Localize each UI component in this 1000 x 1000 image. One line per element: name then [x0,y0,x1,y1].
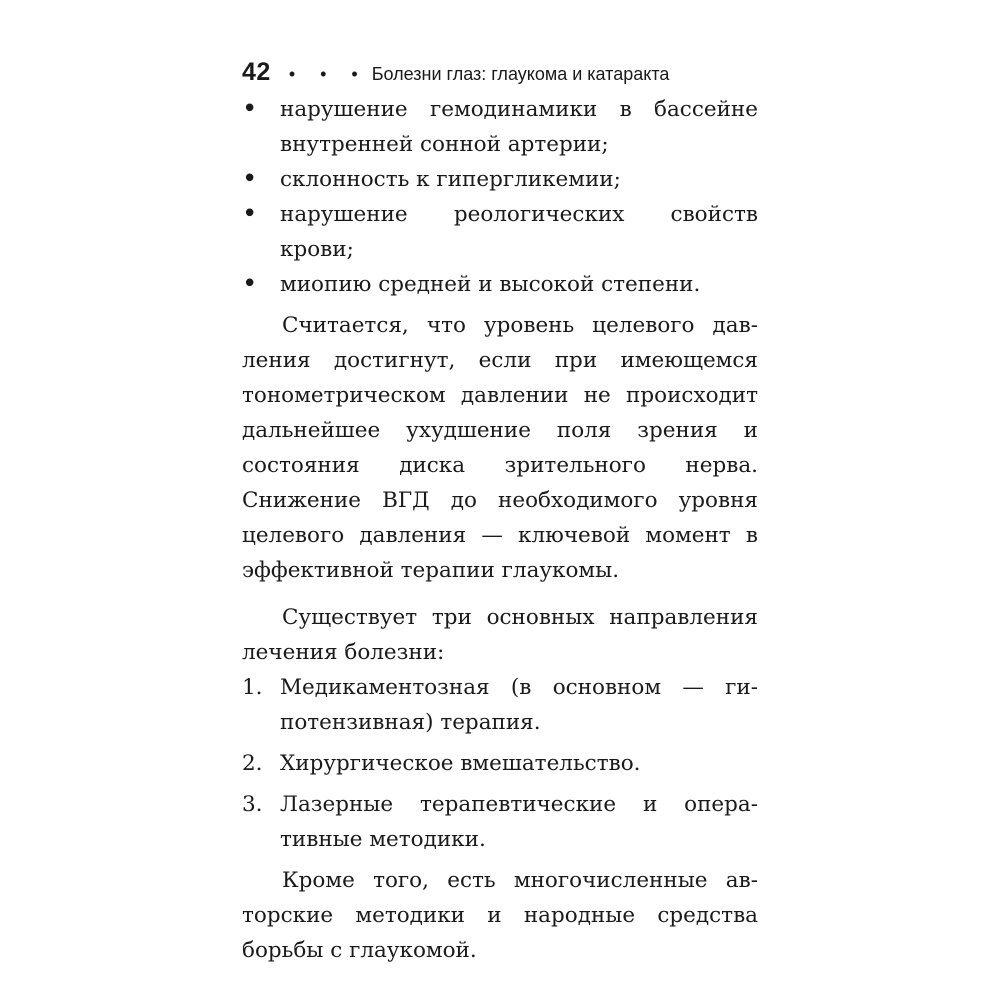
page-number: 42 [242,58,271,86]
bullet-icon: • [242,164,258,194]
item-text: Медикаментозная (в основном — гипотензивная) терапия. [280,675,758,735]
page-body [242,92,758,968]
bullet-item [242,267,758,302]
running-head [242,58,758,88]
item-text: Хирургическое вмешательство. [280,751,641,776]
book-page [242,58,758,968]
numbered-item [242,746,758,781]
numbered-item [242,787,758,857]
bullet-item [242,162,758,197]
numbered-list [242,670,758,857]
paragraph-other-methods: Кроме того, есть многочисленные авторские методики и народные средства борьбы с глаукомой. [242,868,758,963]
numbered-item [242,670,758,740]
bullet-text: нарушение реологических свойств крови; [280,202,758,262]
header-dots: • • • [288,64,368,84]
bullet-icon: • [242,269,258,299]
item-number: 3. [242,792,263,817]
item-number: 2. [242,751,263,776]
paragraph-target-pressure: Считается, что уровень целевого давления достигнут, если при имеющемся тонометрическом давлении не происходит дальнейшее ухудшение поля зрения и состояния диска зрительного нерва. Снижение ВГД до необходимого уровня целевого давления — ключевой момент в эффективной терапии глаукомы. [242,313,758,583]
book-title: Болезни глаз: глаукома и катаракта [371,64,670,84]
bullet-icon: • [242,199,258,229]
paragraph-treatment-directions: Существует три основных направления лечения болезни: [242,605,758,665]
item-number: 1. [242,675,263,700]
bullet-list [242,92,758,302]
bullet-text: нарушение гемодинамики в бассейне внутренней сонной артерии; [280,97,758,157]
bullet-item [242,92,758,162]
bullet-text: миопию средней и высокой степени. [280,272,701,297]
item-text: Лазерные терапевтические и оперативные методики. [280,792,758,852]
bullet-item [242,197,758,267]
bullet-icon: • [242,94,258,124]
bullet-text: склонность к гипергликемии; [280,167,621,192]
